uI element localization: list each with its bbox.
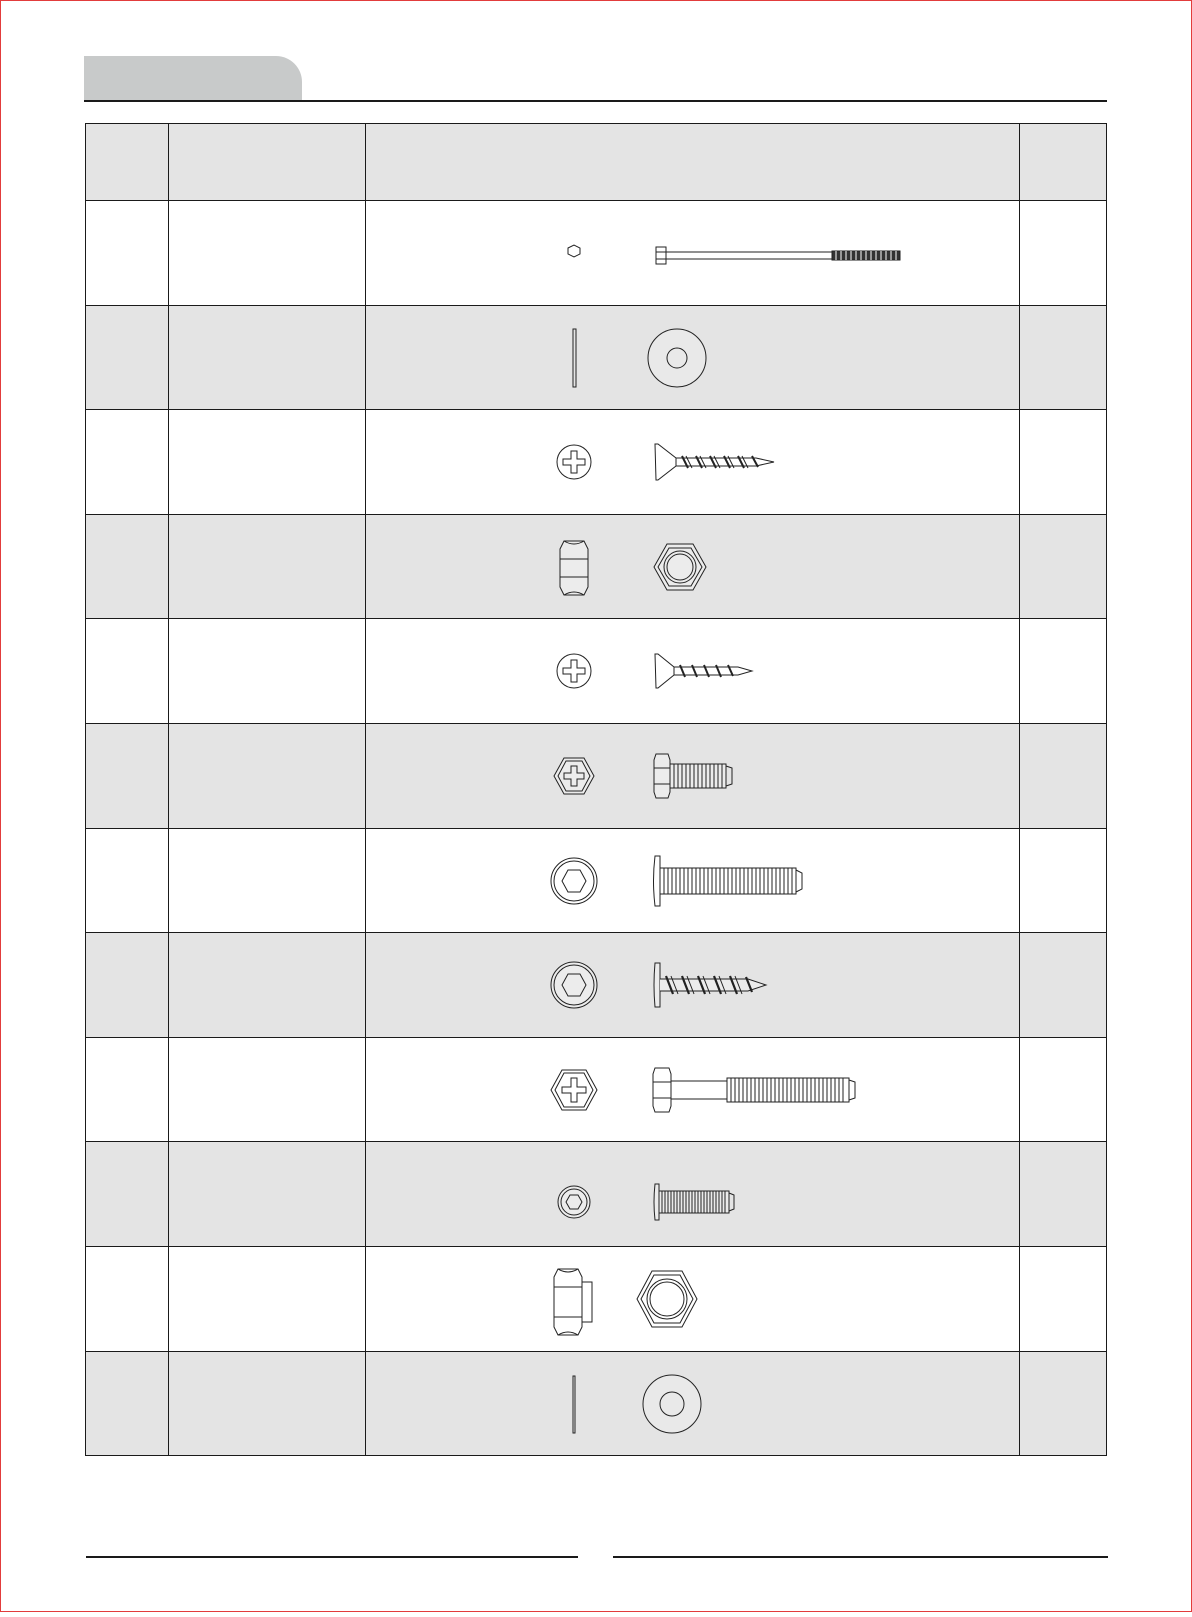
part-description-cell <box>169 305 366 410</box>
part-drawing-cell <box>366 619 1020 724</box>
small-wood-screw-drawing <box>366 619 1020 723</box>
footer-rule-right <box>613 1556 1108 1558</box>
part-number-cell <box>86 828 169 933</box>
section-header-tab <box>84 56 302 100</box>
hardware-parts-table <box>85 123 1107 1456</box>
part-quantity-cell <box>1020 1246 1107 1351</box>
table-row <box>86 514 1107 619</box>
table-row <box>86 1037 1107 1142</box>
table-row <box>86 305 1107 410</box>
part-quantity-cell <box>1020 514 1107 619</box>
part-number-cell <box>86 933 169 1038</box>
table-row <box>86 201 1107 306</box>
part-description-cell <box>169 514 366 619</box>
part-number-cell <box>86 1246 169 1351</box>
small-washer-drawing <box>366 1352 1020 1456</box>
part-quantity-cell <box>1020 1037 1107 1142</box>
part-drawing-cell <box>366 1142 1020 1247</box>
part-quantity-cell <box>1020 828 1107 933</box>
table-row <box>86 410 1107 515</box>
part-number-cell <box>86 723 169 828</box>
flat-washer-drawing <box>366 306 1020 410</box>
phillips-hex-bolt-drawing <box>366 1038 1020 1142</box>
table-row <box>86 723 1107 828</box>
header-cell-quantity <box>1020 124 1107 201</box>
part-drawing-cell <box>366 1351 1020 1456</box>
part-drawing-cell <box>366 828 1020 933</box>
part-quantity-cell <box>1020 1351 1107 1456</box>
footer-rule-left <box>86 1556 578 1558</box>
header-cell-drawing <box>366 124 1020 201</box>
part-description-cell <box>169 410 366 515</box>
table-row <box>86 1142 1107 1247</box>
part-description-cell <box>169 1142 366 1247</box>
header-rule <box>84 100 1107 102</box>
table-row <box>86 619 1107 724</box>
part-quantity-cell <box>1020 723 1107 828</box>
part-description-cell <box>169 619 366 724</box>
part-quantity-cell <box>1020 1142 1107 1247</box>
lock-nut-drawing <box>366 1247 1020 1351</box>
part-drawing-cell <box>366 410 1020 515</box>
part-drawing-cell <box>366 933 1020 1038</box>
part-number-cell <box>86 305 169 410</box>
page-bottom-edge <box>0 1611 1192 1612</box>
part-drawing-cell <box>366 514 1020 619</box>
header-cell-number <box>86 124 169 201</box>
part-quantity-cell <box>1020 201 1107 306</box>
part-description-cell <box>169 201 366 306</box>
part-number-cell <box>86 1037 169 1142</box>
part-drawing-cell <box>366 201 1020 306</box>
table-row <box>86 1246 1107 1351</box>
part-description-cell <box>169 723 366 828</box>
part-drawing-cell <box>366 1037 1020 1142</box>
short-hex-bolt-drawing <box>366 724 1020 828</box>
part-number-cell <box>86 201 169 306</box>
allen-wood-screw-drawing <box>366 933 1020 1037</box>
hex-nut-drawing <box>366 515 1020 619</box>
part-drawing-cell <box>366 305 1020 410</box>
table-row <box>86 828 1107 933</box>
allen-flat-bolt-drawing <box>366 829 1020 933</box>
part-drawing-cell <box>366 1246 1020 1351</box>
part-description-cell <box>169 1246 366 1351</box>
part-drawing-cell <box>366 723 1020 828</box>
part-number-cell <box>86 1142 169 1247</box>
table-header-row <box>86 124 1107 201</box>
short-allen-bolt-drawing <box>366 1142 1020 1246</box>
part-number-cell <box>86 619 169 724</box>
part-number-cell <box>86 410 169 515</box>
part-quantity-cell <box>1020 410 1107 515</box>
long-hex-bolt-drawing <box>366 201 1020 305</box>
part-number-cell <box>86 1351 169 1456</box>
part-quantity-cell <box>1020 933 1107 1038</box>
part-quantity-cell <box>1020 619 1107 724</box>
part-description-cell <box>169 933 366 1038</box>
table-row <box>86 1351 1107 1456</box>
part-description-cell <box>169 1351 366 1456</box>
part-quantity-cell <box>1020 305 1107 410</box>
table-row <box>86 933 1107 1038</box>
part-number-cell <box>86 514 169 619</box>
phillips-wood-screw-drawing <box>366 410 1020 514</box>
part-description-cell <box>169 828 366 933</box>
part-description-cell <box>169 1037 366 1142</box>
header-cell-description <box>169 124 366 201</box>
